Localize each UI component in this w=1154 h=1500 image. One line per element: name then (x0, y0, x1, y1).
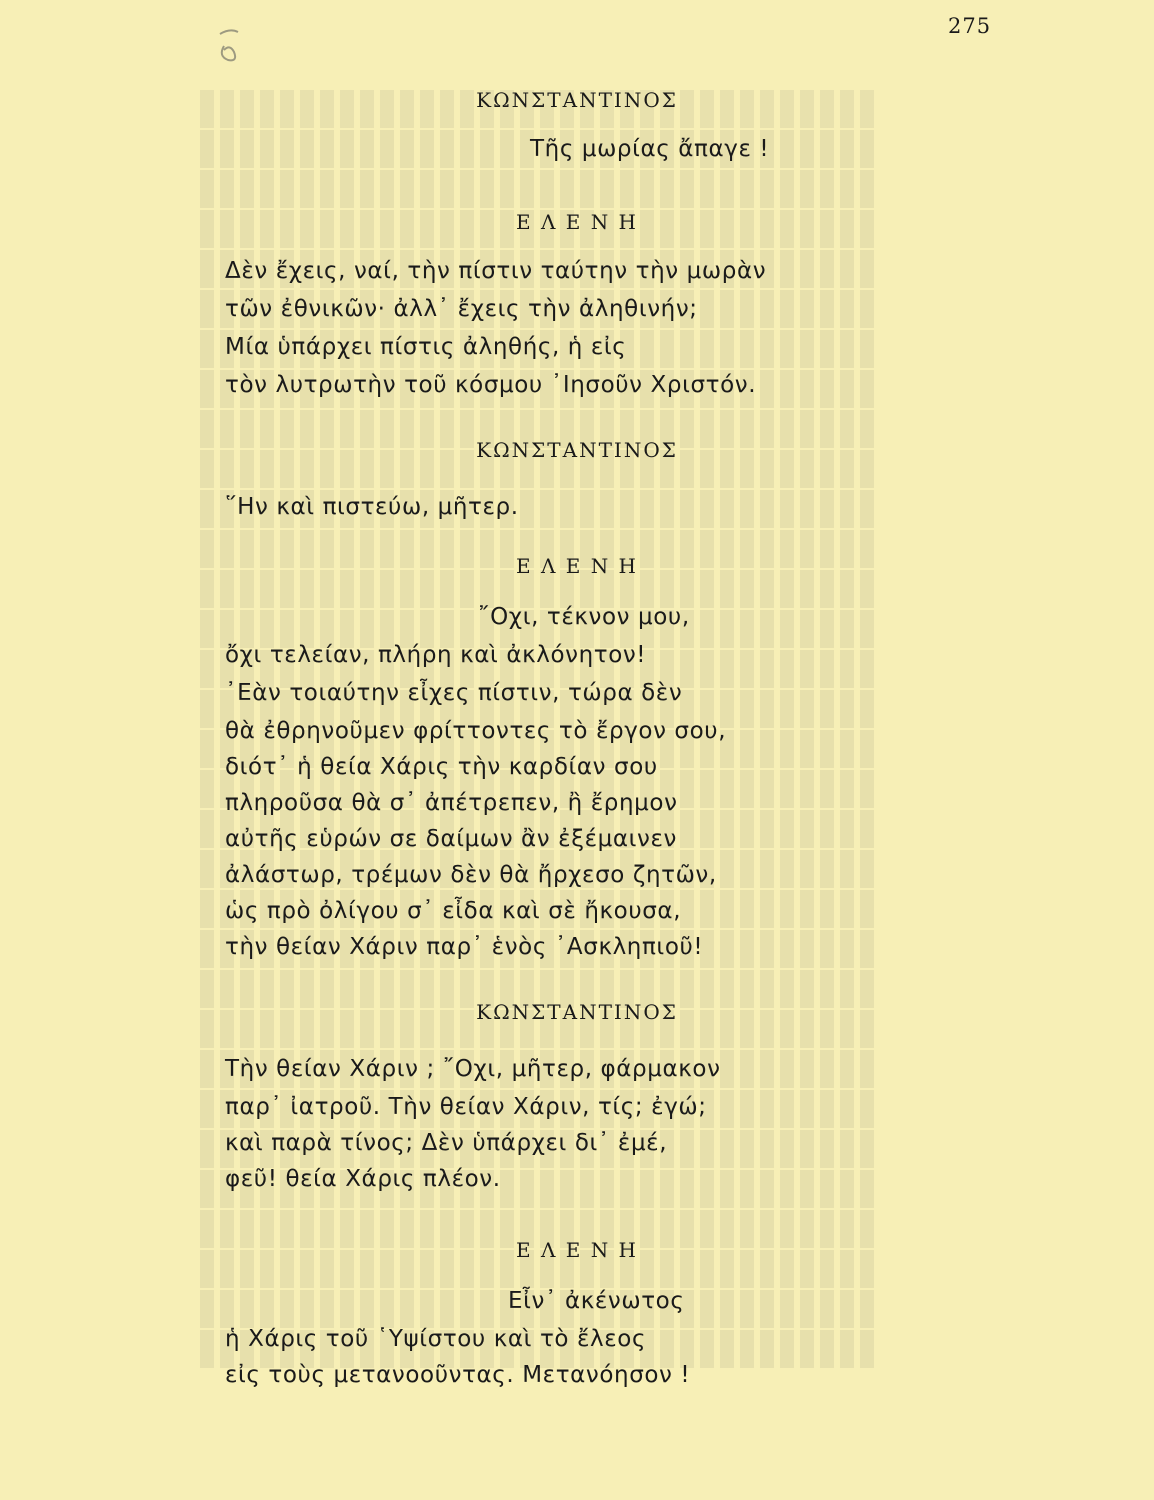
verse-line: Εἶν᾽ ἀκένωτος (508, 1288, 685, 1314)
verse-line: ὡς πρὸ ὀλίγου σ᾽ εἶδα καὶ σὲ ἤκουσα, (225, 898, 682, 924)
speaker-heading: ΚΩΝΣΤΑΝΤΙΝΟΣ (476, 1000, 678, 1024)
bleed-through-texture (200, 90, 880, 1410)
verse-line: εἰς τοὺς μετανοοῦντας. Μετανόησον ! (225, 1362, 691, 1388)
verse-line: θὰ ἐθρηνοῦμεν φρίττοντες τὸ ἔργον σου, (225, 718, 727, 744)
verse-line: ὄχι τελείαν, πλήρη καὶ ἀκλόνητον! (225, 642, 647, 668)
speaker-heading: Ε Λ Ε Ν Η (515, 1238, 638, 1262)
speaker-heading: Ε Λ Ε Ν Η (515, 210, 638, 234)
verse-line: τῶν ἐθνικῶν· ἀλλ᾽ ἔχεις τὴν ἀληθινήν; (225, 296, 698, 322)
verse-line: ἀλάστωρ, τρέμων δὲν θὰ ἤρχεσο ζητῶν, (225, 862, 717, 888)
verse-line: Μία ὑπάρχει πίστις ἀληθής, ἡ εἰς (225, 334, 627, 360)
verse-line: Δὲν ἔχεις, ναί, τὴν πίστιν ταύτην τὴν μωρὰν (225, 258, 767, 284)
verse-line: φεῦ! θεία Χάρις πλέον. (225, 1166, 501, 1192)
verse-line: τὴν θείαν Χάριν παρ᾽ ἑνὸς ᾿Ασκληπιοῦ! (225, 934, 704, 960)
verse-line: πληροῦσα θὰ σ᾽ ἀπέτρεπεν, ἢ ἔρημον (225, 790, 678, 816)
verse-line: ῞Ην καὶ πιστεύω, μῆτερ. (225, 494, 519, 520)
verse-line: παρ᾽ ἰατροῦ. Τὴν θείαν Χάριν, τίς; ἐγώ; (225, 1094, 707, 1120)
speaker-heading: ΚΩΝΣΤΑΝΤΙΝΟΣ (476, 88, 678, 112)
verse-line: τὸν λυτρωτὴν τοῦ κόσμου ᾿Ιησοῦν Χριστόν. (225, 372, 757, 398)
verse-line: αὐτῆς εὑρών σε δαίμων ἂν ἐξέμαινεν (225, 826, 677, 852)
speaker-heading: ΚΩΝΣΤΑΝΤΙΝΟΣ (476, 438, 678, 462)
pencil-mark-icon (216, 26, 250, 70)
verse-line: καὶ παρὰ τίνος; Δὲν ὑπάρχει δι᾽ ἐμέ, (225, 1130, 668, 1156)
verse-line: ἡ Χάρις τοῦ ῾Υψίστου καὶ τὸ ἔλεος (225, 1326, 647, 1352)
verse-line: ῎Οχι, τέκνον μου, (478, 604, 690, 630)
verse-line: διότ᾽ ἡ θεία Χάρις τὴν καρδίαν σου (225, 754, 658, 780)
verse-line: Τῆς μωρίας ἄπαγε ! (530, 136, 770, 162)
verse-line: ᾿Εὰν τοιαύτην εἶχες πίστιν, τώρα δὲν (225, 680, 683, 706)
speaker-heading: Ε Λ Ε Ν Η (515, 554, 638, 578)
verse-line: Τὴν θείαν Χάριν ; ῎Οχι, μῆτερ, φάρμακον (225, 1056, 721, 1082)
page-number: 275 (948, 14, 992, 38)
